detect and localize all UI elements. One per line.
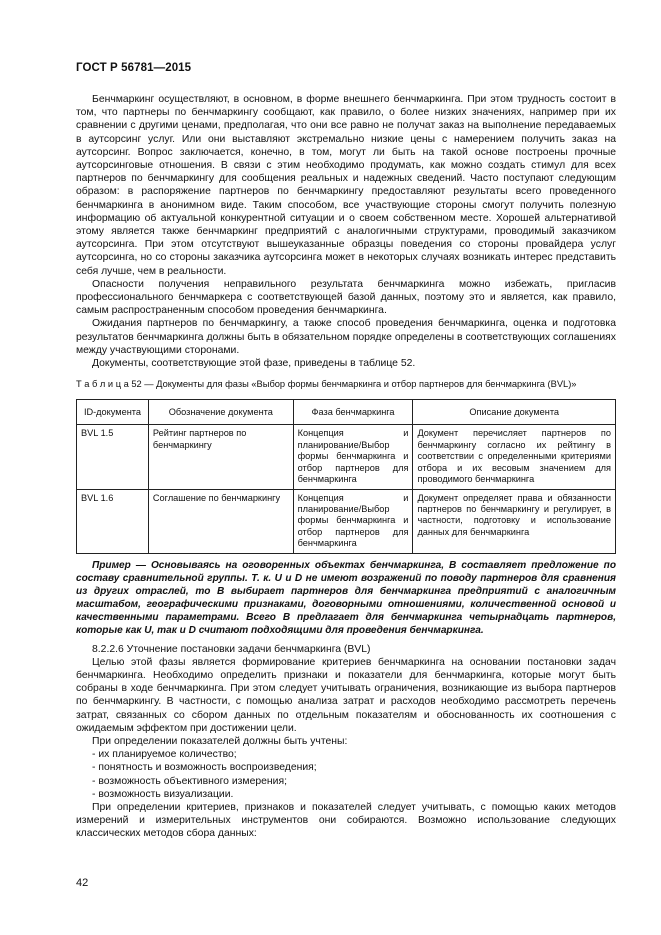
cell-designation: Рейтинг партнеров по бенчмаркингу: [148, 425, 293, 489]
cell-phase: Концепция и планирование/Выбор формы бенчмаркинга и отбор партнеров для бенчмаркинга: [293, 489, 413, 553]
list-item: - возможность визуализации.: [92, 788, 234, 800]
paragraph: Ожидания партнеров по бенчмаркингу, а также способ проведения бенчмаркинга, оценка и подготовка результатов бенчмаркинга должны быть в обязательном порядке определены в соответствующих соглашениях между участвующими сторонами.: [76, 318, 616, 356]
table-row: [77, 489, 616, 553]
list-item: - понятность и возможность воспроизведения;: [92, 762, 317, 774]
cell-id: BVL 1.5: [77, 425, 149, 489]
cell-designation: Соглашение по бенчмаркингу: [148, 489, 293, 553]
cell-description: Документ определяет права и обязанности партнеров по бенчмаркингу и регулирует, в частности, подготовку и использование данных для бенчмаркинга: [413, 489, 616, 553]
section-heading: 8.2.2.6 Уточнение постановки задачи бенчмаркинга (BVL): [92, 643, 371, 655]
column-header-designation: Обозначение документа: [148, 400, 293, 425]
table-row: [77, 425, 616, 489]
list-item: - их планируемое количество;: [92, 749, 237, 761]
column-header-id: ID-документа: [77, 400, 149, 425]
paragraph: При определении показателей должны быть учтены:: [92, 735, 348, 747]
paragraph: Опасности получения неправильного результата бенчмаркинга можно избежать, пригласив профессионального бенчмаркера с соответствующей базой данных, поэтому это и является, как правило, самым распространенным способом проведения бенчмаркинга.: [76, 278, 616, 317]
table-caption: Т а б л и ц а 52 — Документы для фазы «Выбор формы бенчмаркинга и отбор партнеров для бенчмаркинга (BVL)»: [76, 379, 577, 390]
paragraph: Целью этой фазы является формирование критериев бенчмаркинга на основании постановки задач бенчмаркинга. Необходимо определить признаки и показатели для бенчмаркинга, которые могут быть собраны в ходе бенчмаркинга. При этом следует учитывать ограничения, возникающие из выбора партнеров по бенчмаркингу. В частности, с помощью анализа затрат и расходов необходимо рассмотреть перечень затрат, связанных со сбором данных по отдельным показателям и обоснованность их соотношения с ожидаемым эффектом при достижении цели.: [76, 656, 616, 734]
column-header-description: Описание документа: [413, 400, 616, 425]
table-header-row: [77, 400, 616, 425]
cell-phase: Концепция и планирование/Выбор формы бенчмаркинга и отбор партнеров для бенчмаркинга: [293, 425, 413, 489]
paragraph: Документы, соответствующие этой фазе, приведены в таблице 52.: [92, 358, 416, 370]
cell-id: BVL 1.6: [77, 489, 149, 553]
document-body: [76, 93, 616, 841]
page-header-standard-id: ГОСТ Р 56781—2015: [76, 62, 192, 74]
cell-description: Документ перечисляет партнеров по бенчмаркингу согласно их рейтингу в соответствии с определенными критериями отбора и их весовым значением для проводимого бенчмаркинга: [413, 425, 616, 489]
paragraph: Бенчмаркинг осуществляют, в основном, в форме внешнего бенчмаркинга. При этом трудность состоит в том, что партнеры по бенчмаркингу сообщают, как правило, о более низких значениях, например при их сравнении с другими ценами, предполагая, что они все равно не получат заказ на выполнение передаваемых в аутсорсинг услуг. Или они выставляют экстремально низкие цены с намерением получить заказ на аутсорсинг. Вопрос заключается, конечно, в том, могут ли быть на такой основе построены прочные аутсорсинговые отношения. В связи с этим необходимо продумать, как можно создать стимул для всех партнеров по бенчмаркингу для сообщения реальных и надежных сведений. Часто поступают следующим образом: в распоряжение партнеров по бенчмаркингу предоставляют результаты всего проведенного бенчмаркинга в анонимном виде. Таким способом, все участвующие стороны смогут получить полезную информацию об актуальной конкурентной ситуации и о своем собственном месте. Хорошей альтернативой этому является также бенчмаркинг предприятий с аналогичными структурами, проводимый заказчиком аутсорсинга. При этом отсутствуют вышеуказанные образцы поведения со стороны провайдера услуг аутсорсинга, но со стороны заказчика аутсорсинга может в некоторых случаях возникать интерес представить себя лучше, чем в реальности.: [76, 94, 616, 277]
page-number: 42: [76, 877, 89, 889]
documents-table: [76, 399, 616, 553]
list-item: - возможность объективного измерения;: [92, 775, 287, 787]
column-header-phase: Фаза бенчмаркинга: [293, 400, 413, 425]
paragraph: При определении критериев, признаков и показателей следует учитывать, с помощью каких методов измерений и измерительных инструментов они собираются. Возможно использование следующих классических методов сбора данных:: [76, 801, 616, 840]
example-note: Пример — Основываясь на оговоренных объектах бенчмаркинга, B составляет предложение по составу сравнительной группы. Т. к. U и D не имеют возражений по поводу партнеров для сравнения из других отраслей, то B выбирает партнеров для бенчмаркинга предприятий с аналогичным масштабом, географическими признаками, договорными отношениями, количественной основой и качественными параметрами. Всего B предлагает для бенчмаркинга четырнадцать партнеров, которые как U, так и D считают подходящими для проведения бенчмаркинга.: [76, 559, 616, 636]
